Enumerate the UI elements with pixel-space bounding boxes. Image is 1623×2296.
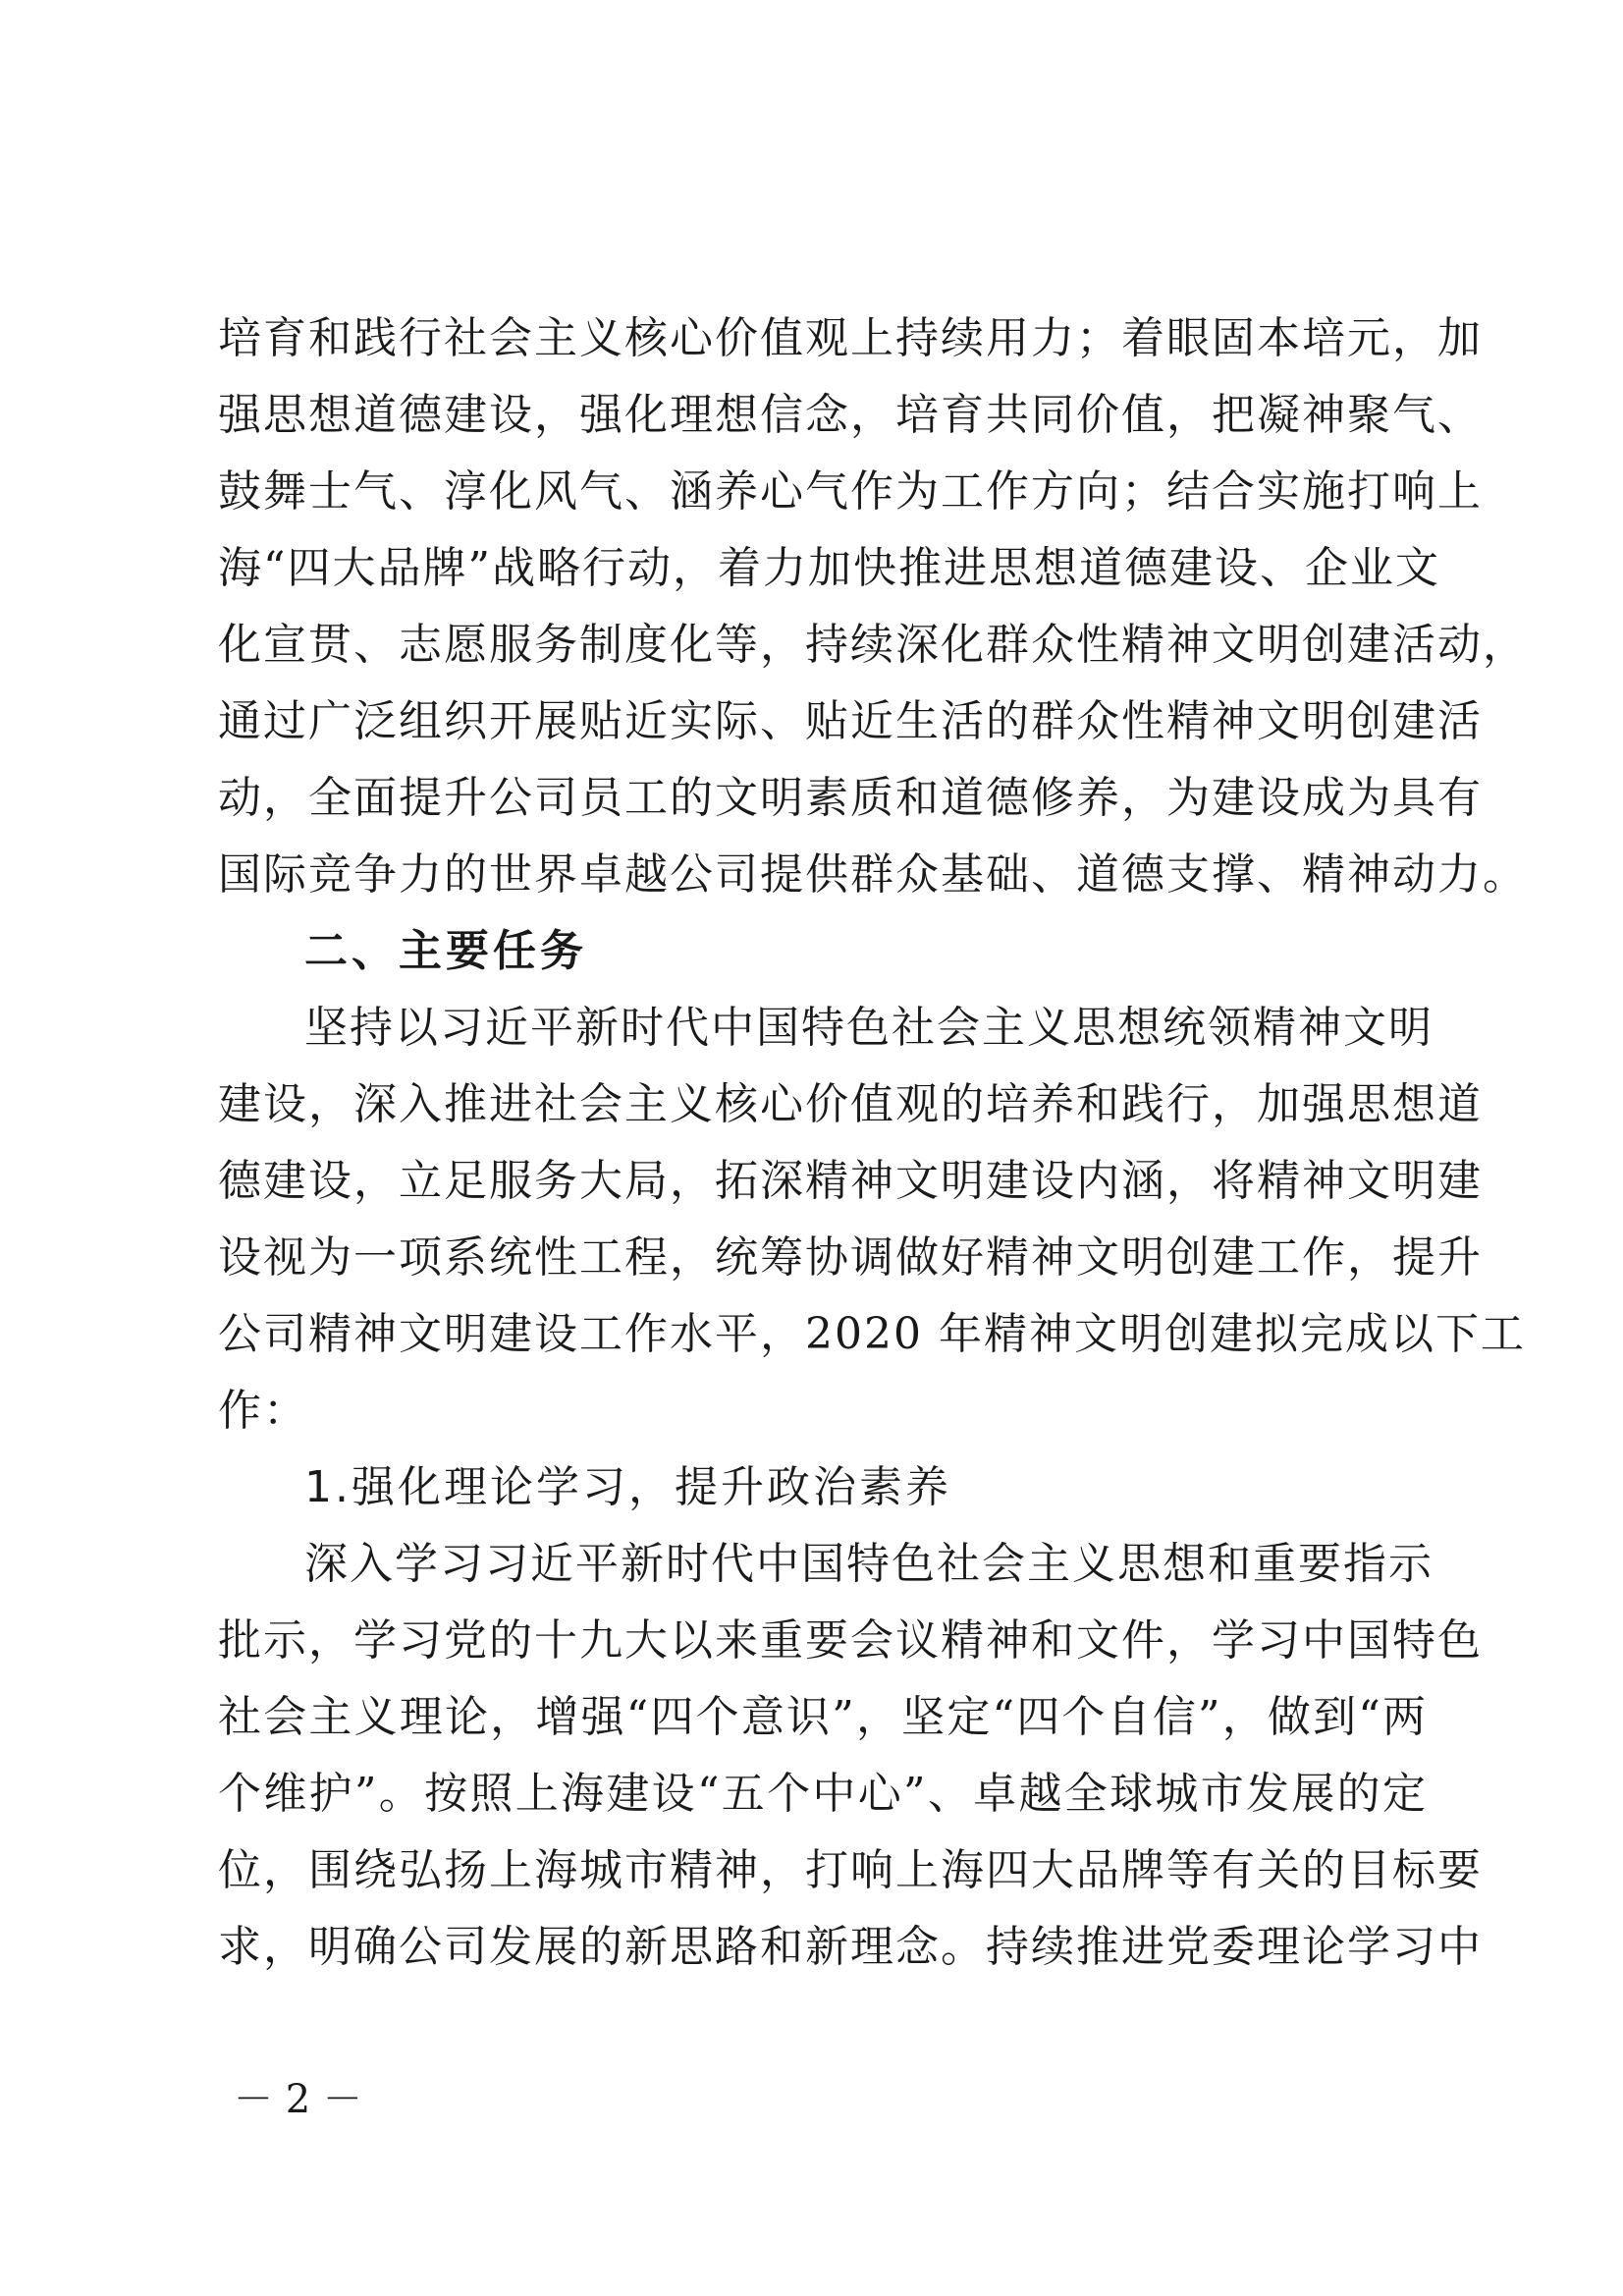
text-line: 培育和践行社会主义核心价值观上持续用力；着眼固本培元，加	[218, 313, 1483, 363]
text-line: 国际竞争力的世界卓越公司提供群众基础、道德支撑、精神动力。	[218, 849, 1528, 900]
section-heading: 二、主要任务	[304, 926, 587, 976]
text-line: 动，全面提升公司员工的文明素质和道德修养，为建设成为具有	[218, 773, 1483, 823]
paragraph-study	[218, 1526, 1483, 1986]
paragraph-tasks	[218, 990, 1526, 1449]
text-line: 深入学习习近平新时代中国特色社会主义思想和重要指示	[304, 1539, 1434, 1589]
text-line: 通过广泛组织开展贴近实际、贴近生活的群众性精神文明创建活	[218, 696, 1483, 746]
text-line: 位，围绕弘扬上海城市精神，打响上海四大品牌等有关的目标要	[218, 1845, 1483, 1895]
text-line: 社会主义理论，增强“四个意识”，坚定“四个自信”，做到“两	[218, 1692, 1428, 1742]
text-line: 作：	[218, 1386, 308, 1436]
page-number: － 2 －	[234, 2077, 362, 2122]
text-line: 化宣贯、志愿服务制度化等，持续深化群众性精神文明创建活动，	[218, 620, 1528, 670]
text-line: 德建设，立足服务大局，拓深精神文明建设内涵，将精神文明建	[218, 1156, 1483, 1206]
text-line: 建设，深入推进社会主义核心价值观的培养和践行，加强思想道	[218, 1079, 1483, 1129]
text-line: 海“四大品牌”战略行动，着力加快推进思想道德建设、企业文	[218, 543, 1440, 593]
text-line: 强思想道德建设，强化理想信念，培育共同价值，把凝神聚气、	[218, 390, 1483, 440]
text-line: 坚持以习近平新时代中国特色社会主义思想统领精神文明	[304, 1003, 1434, 1053]
text-line: 个维护”。按照上海建设“五个中心”、卓越全球城市发展的定	[218, 1769, 1428, 1819]
text-line: 公司精神文明建设工作水平，2020 年精神文明创建拟完成以下工	[218, 1309, 1526, 1359]
text-line: 求，明确公司发展的新思路和新理念。持续推进党委理论学习中	[218, 1922, 1483, 1972]
document-body	[218, 301, 1528, 1986]
text-line: 批示，学习党的十九大以来重要会议精神和文件，学习中国特色	[218, 1615, 1483, 1666]
text-line: 设视为一项系统性工程，统筹协调做好精神文明创建工作，提升	[218, 1232, 1483, 1283]
subsection-heading: 1.强化理论学习，提升政治素养	[304, 1462, 951, 1512]
paragraph-intro	[218, 301, 1528, 913]
text-line: 鼓舞士气、淳化风气、涵养心气作为工作方向；结合实施打响上	[218, 466, 1483, 517]
